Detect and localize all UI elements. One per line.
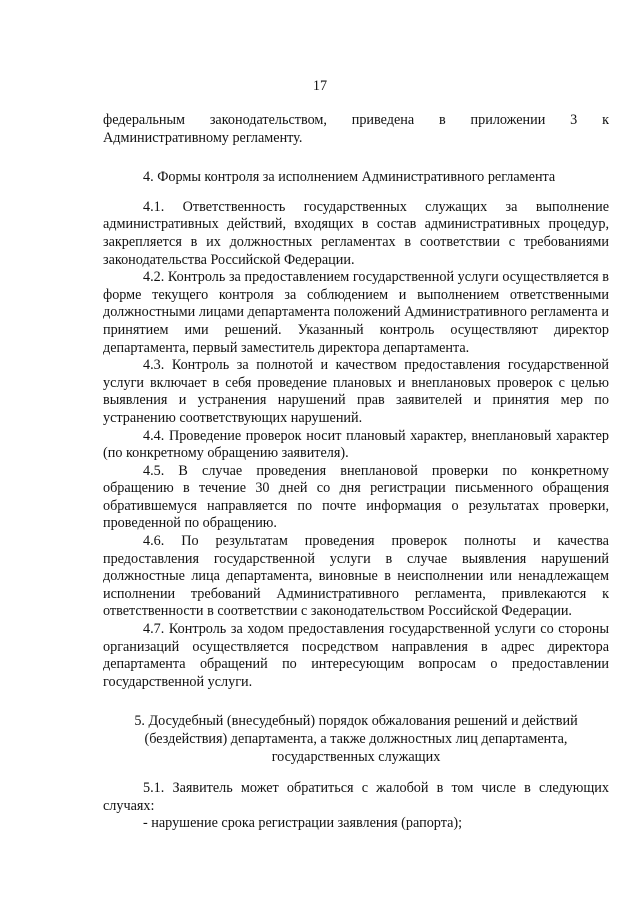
- document-body: [103, 112, 609, 833]
- section-5-heading-line-3: государственных служащих: [271, 748, 441, 765]
- paragraph-4-2: 4.2. Контроль за предоставлением государственной услуги осуществляется в форме текущего контроля за соблюдением и выполнением ответственными должностными лицами департамента положений Административного регламента и принятием ими решений. Указанный контроль осуществляют директор департамента, первый заместитель директора департамента.: [103, 269, 609, 356]
- paragraph-4-6: 4.6. По результатам проведения проверок полноты и качества предоставления государственной услуги в случае выявления нарушений должностные лица департамента, виновные в неисполнении или ненадлежащем исполнении требований Административного регламента, привлекаются к ответственности в соответствии с законодательством Российской Федерации.: [103, 533, 609, 620]
- section-5-heading-line-1: 5. Досудебный (внесудебный) порядок обжалования решений и действий: [134, 713, 578, 730]
- paragraph-5-1: 5.1. Заявитель может обратиться с жалобой в том числе в следующих случаях:: [103, 780, 609, 814]
- section-5-heading: [103, 713, 609, 766]
- section-5-heading-line-2: (бездействия) департамента, а также должностных лиц департамента,: [144, 731, 568, 747]
- paragraph-4-4: 4.4. Проведение проверок носит плановый характер, внеплановый характер (по конкретному обращению заявителя).: [103, 427, 609, 462]
- paragraph-4-1: 4.1. Ответственность государственных служащих за выполнение административных действий, входящих в состав административных процедур, закрепляется в их должностных регламентах в соответствии с требованиями законодательства Российской Федерации.: [103, 198, 609, 268]
- paragraph-4-7: 4.7. Контроль за ходом предоставления государственной услуги со стороны организаций осуществляется посредством направления в адрес директора департамента обращений по интересующим вопросам о предоставлении государственной услуги.: [103, 621, 609, 690]
- intro-paragraph: федеральным законодательством, приведена в приложении 3 к Административному регламенту.: [103, 112, 609, 146]
- list-item-registration-deadline: - нарушение срока регистрации заявления (рапорта);: [143, 815, 463, 832]
- page-number: 17: [312, 78, 328, 94]
- paragraph-4-3: 4.3. Контроль за полнотой и качеством предоставления государственной услуги включает в себя проведение плановых и внеплановых проверок с целью выявления и устранения нарушений прав заявителей и принятия мер по устранению соответствующих нарушений.: [103, 357, 609, 426]
- section-4-heading: 4. Формы контроля за исполнением Административного регламента: [143, 169, 556, 186]
- paragraph-4-5: 4.5. В случае проведения внеплановой проверки по конкретному обращению в течение 30 дней со дня регистрации письменного обращения обратившемуся направляется по почте информация о результатах проверки, проведенной по обращению.: [103, 462, 609, 532]
